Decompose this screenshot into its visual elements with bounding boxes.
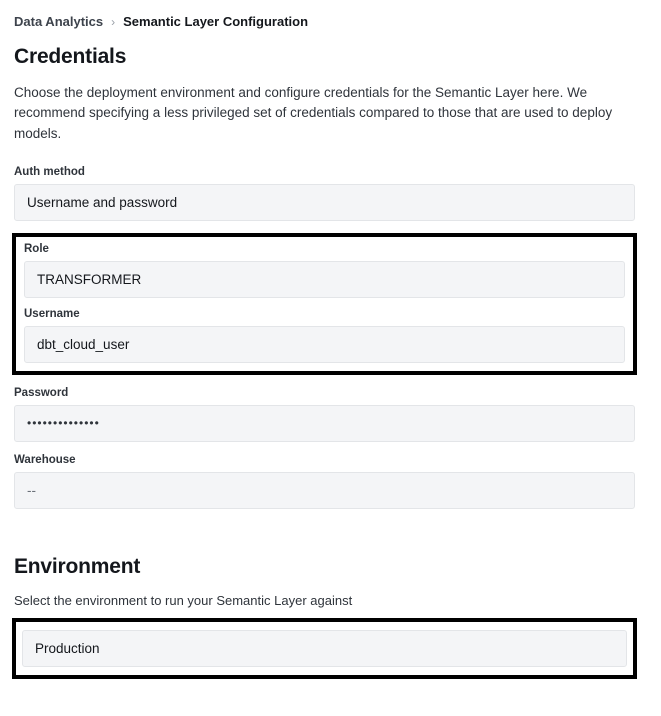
password-label: Password (14, 386, 69, 399)
auth-method-field (12, 166, 637, 221)
role-field (22, 243, 627, 298)
environment-heading: Environment (14, 554, 141, 578)
warehouse-field (12, 454, 637, 509)
breadcrumb (12, 14, 637, 29)
breadcrumb-parent-link[interactable]: Data Analytics (14, 14, 104, 29)
password-input[interactable]: •••••••••••••• (14, 405, 635, 442)
password-field (12, 387, 637, 442)
warehouse-input[interactable]: -- (14, 472, 635, 509)
environment-select[interactable]: Production (22, 630, 627, 667)
role-input[interactable]: TRANSFORMER (24, 261, 625, 298)
auth-method-label: Auth method (14, 165, 85, 178)
auth-method-select[interactable]: Username and password (14, 184, 635, 221)
credentials-heading: Credentials (14, 45, 127, 68)
warehouse-label: Warehouse (14, 453, 76, 466)
section-spacer (12, 521, 637, 555)
environment-highlight (12, 618, 637, 679)
breadcrumb-separator-icon: › (111, 14, 116, 29)
username-label: Username (24, 307, 80, 320)
breadcrumb-current: Semantic Layer Configuration (123, 14, 309, 29)
username-input[interactable]: dbt_cloud_user (24, 326, 625, 363)
environment-description: Select the environment to run your Semantic Layer against (14, 592, 353, 608)
credentials-description: Choose the deployment environment and configure credentials for the Semantic Layer here. We recommend specifying a less privileged set of credentials compared to those that are used to deploy models. (14, 85, 613, 141)
role-label: Role (24, 242, 49, 255)
username-field (22, 308, 627, 363)
role-username-highlight (12, 233, 637, 375)
